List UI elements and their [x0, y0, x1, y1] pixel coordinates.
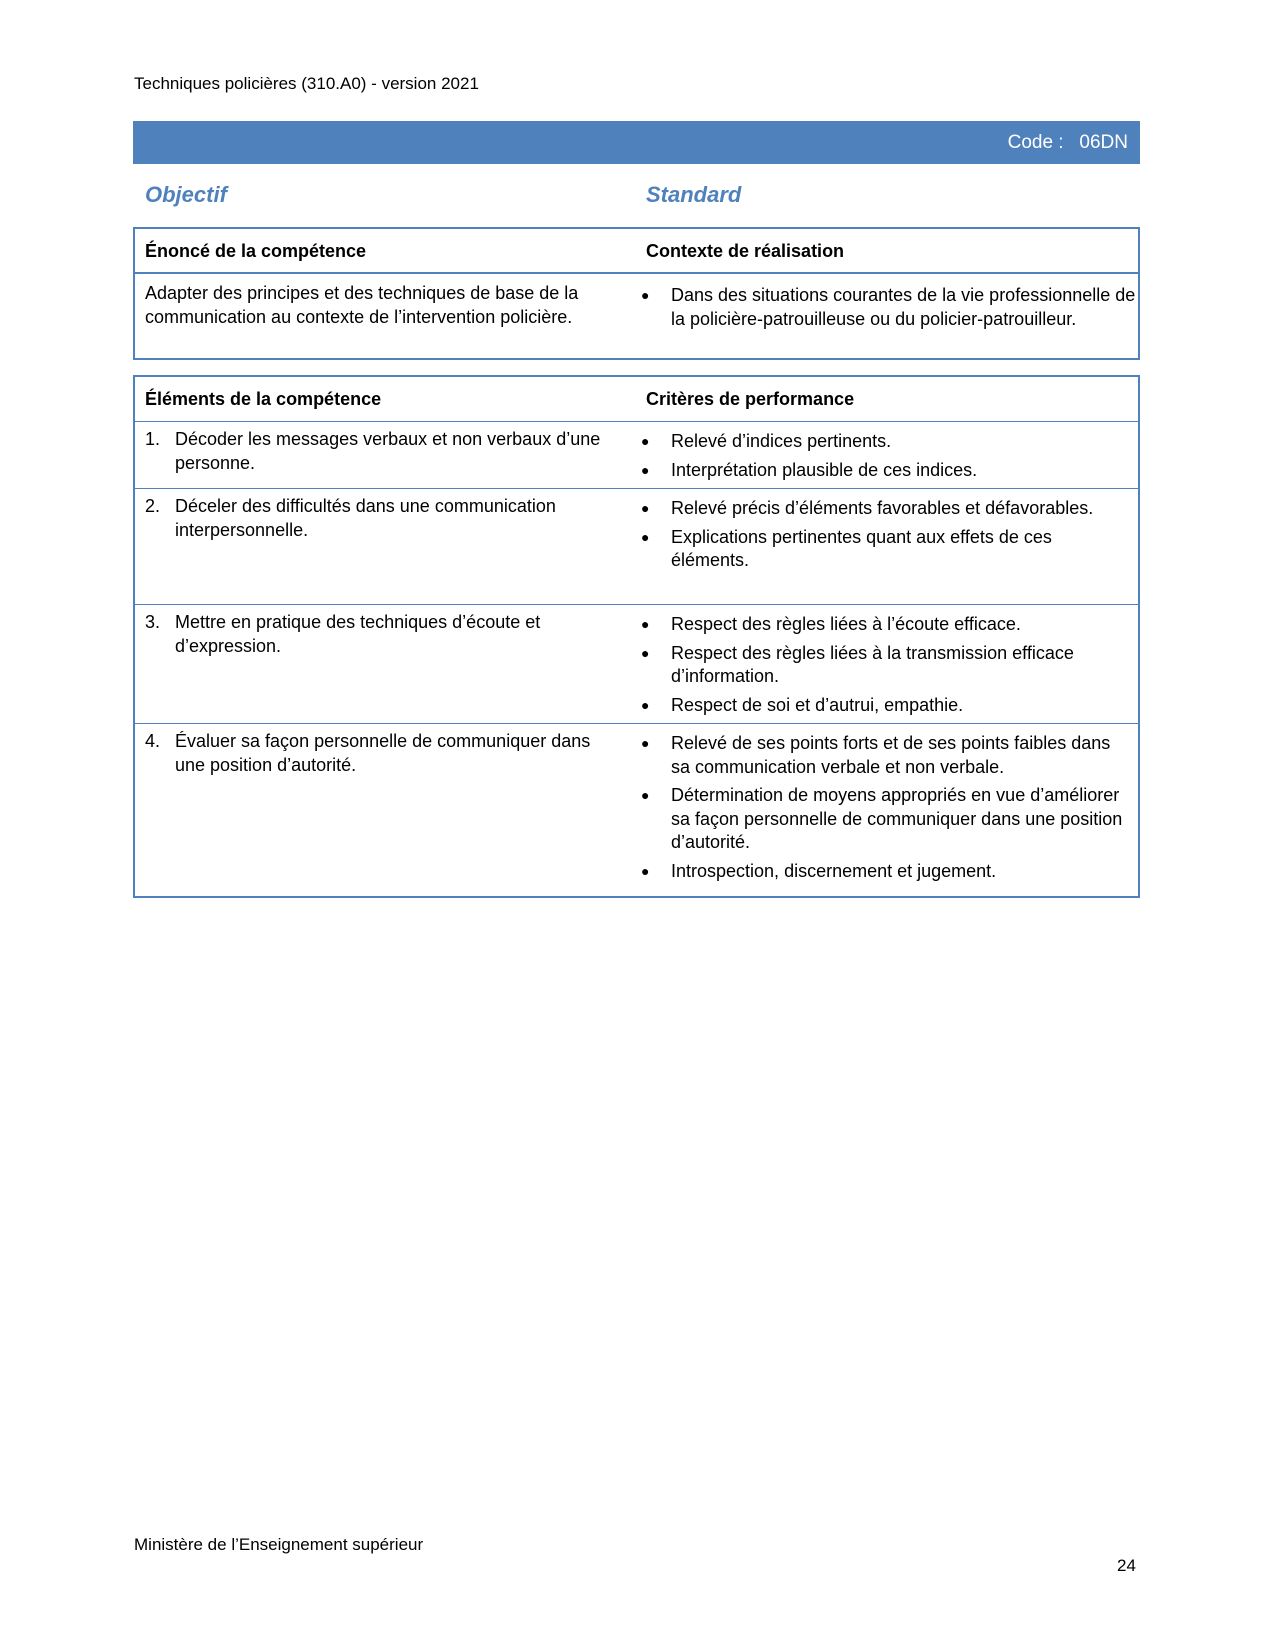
list-item [641, 642, 1131, 689]
context-list [641, 284, 1136, 336]
element-text [145, 611, 615, 658]
bullet-icon: ● [641, 287, 650, 303]
column-header-context: Contexte de réalisation [646, 241, 845, 261]
element-text [145, 730, 615, 777]
bullet-icon: ● [641, 787, 650, 803]
list-item [641, 526, 1131, 573]
bullet-icon: ● [641, 616, 650, 632]
element-number: 2. [145, 496, 161, 516]
list-item [641, 860, 1131, 884]
footer-ministry: Ministère de l’Enseignement supérieur [134, 1535, 424, 1554]
criterion-text: Détermination de moyens appropriés en vue d’améliorer sa façon personnelle de communiquer dans une position d’autorité. [671, 785, 1123, 852]
element-text [145, 495, 615, 542]
element-description: Mettre en pratique des techniques d’écoute et d’expression. [175, 612, 541, 656]
criterion-text: Interprétation plausible de ces indices. [671, 459, 978, 480]
list-item [641, 613, 1131, 637]
list-item [641, 497, 1131, 521]
list-item [641, 459, 1131, 483]
list-item [641, 784, 1131, 855]
criterion-text: Respect des règles liées à la transmission efficace d’information. [671, 642, 1074, 686]
column-header-statement: Énoncé de la compétence [145, 241, 367, 261]
list-item [641, 732, 1131, 779]
section-title-standard: Standard [646, 182, 742, 207]
list-item [641, 430, 1131, 454]
table-row [135, 489, 1138, 605]
bullet-icon: ● [641, 735, 650, 751]
criterion-text: Introspection, discernement et jugement. [671, 860, 997, 881]
bullet-icon: ● [641, 696, 650, 713]
criteria-list [641, 732, 1131, 888]
competency-statement-table [133, 227, 1140, 360]
criterion-text: Relevé d’indices pertinents. [671, 431, 892, 451]
bullet-icon: ● [641, 461, 650, 478]
column-header-elements: Éléments de la compétence [145, 389, 382, 409]
element-number: 4. [145, 731, 161, 751]
criterion-text: Relevé précis d’éléments favorables et défavorables. [671, 498, 1094, 518]
code-label: Code : [1007, 132, 1064, 153]
table-row [135, 605, 1138, 724]
bullet-icon: ● [641, 500, 650, 516]
element-description: Décoder les messages verbaux et non verbaux d’une personne. [175, 429, 601, 473]
table-header-row [135, 229, 1138, 274]
list-item [641, 694, 1131, 718]
page-number: 24 [1117, 1556, 1136, 1575]
element-description: Déceler des difficultés dans une communication interpersonnelle. [175, 496, 556, 540]
competency-statement: Adapter des principes et des techniques de base de la communication au contexte de l’intervention policière. [145, 283, 579, 327]
context-item-text: Dans des situations courantes de la vie professionnelle de la policière-patrouilleuse ou du policier-patrouilleur. [671, 285, 1136, 329]
criteria-list [641, 497, 1131, 578]
criteria-list [641, 430, 1131, 487]
criterion-text: Respect de soi et d’autrui, empathie. [671, 694, 964, 715]
competency-elements-table [133, 375, 1140, 898]
table-row [135, 422, 1138, 489]
element-number: 1. [145, 429, 161, 449]
column-header-criteria: Critères de performance [646, 389, 855, 409]
code-bar [133, 121, 1140, 164]
bullet-icon: ● [641, 528, 650, 545]
element-number: 3. [145, 612, 161, 632]
bullet-icon: ● [641, 862, 650, 879]
criterion-text: Explications pertinentes quant aux effets de ces éléments. [671, 526, 1052, 570]
section-title-objectif: Objectif [145, 182, 227, 207]
criterion-text: Relevé de ses points forts et de ses points faibles dans sa communication verbale et non verbale. [671, 733, 1111, 777]
table-row [135, 724, 1138, 896]
table-header-row [135, 377, 1138, 422]
element-text [145, 428, 615, 475]
document-header: Techniques policières (310.A0) - version 2021 [134, 74, 479, 93]
element-description: Évaluer sa façon personnelle de communiquer dans une position d’autorité. [175, 731, 591, 775]
list-item [641, 284, 1136, 331]
code-value: 06DN [1079, 132, 1128, 153]
bullet-icon: ● [641, 644, 650, 661]
bullet-icon: ● [641, 433, 650, 449]
criterion-text: Respect des règles liées à l’écoute efficace. [671, 614, 1021, 634]
criteria-list [641, 613, 1131, 722]
